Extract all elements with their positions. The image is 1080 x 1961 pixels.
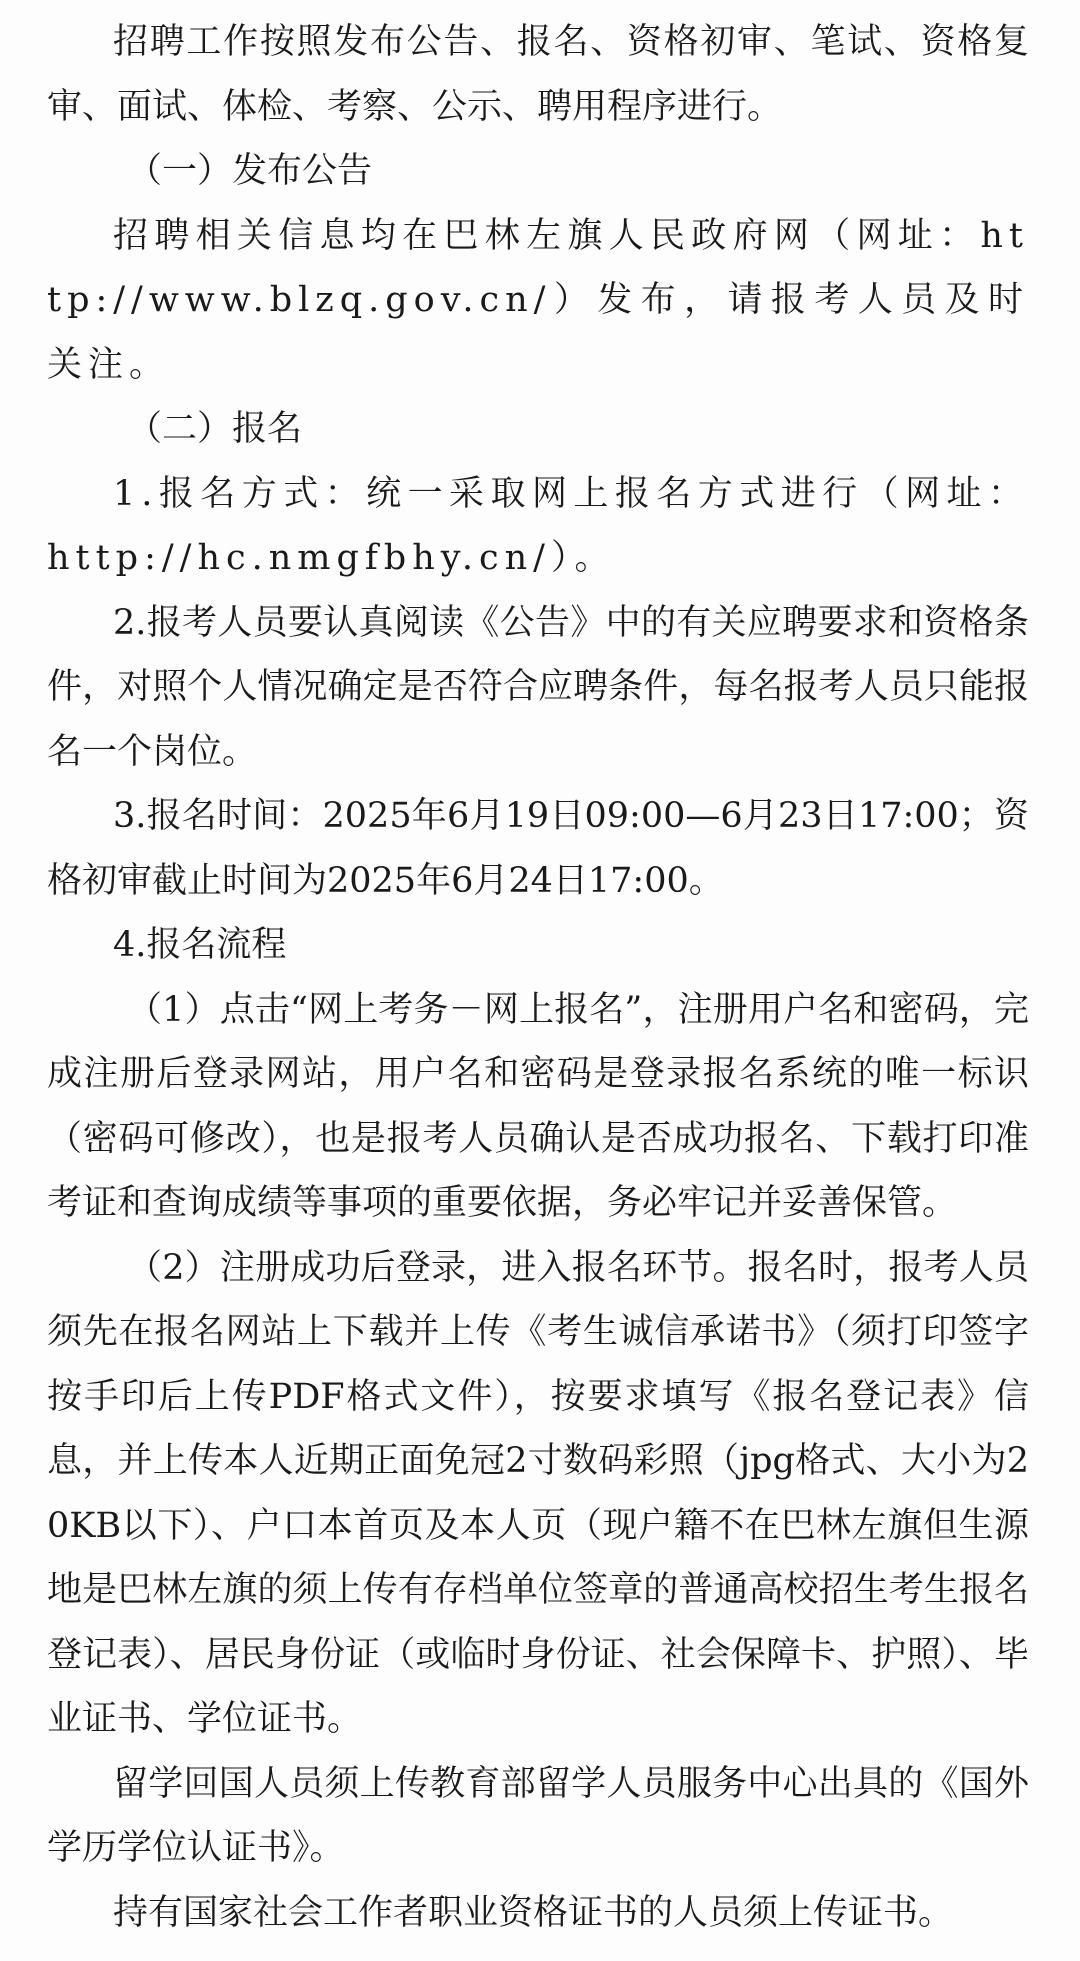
- overseas-returnees-paragraph: 留学回国人员须上传教育部留学人员服务中心出具的《国外学历学位认证书》。: [47, 1763, 1029, 1868]
- process-step-1-paragraph: （1）点击“网上考务－网上报名”，注册用户名和密码，完成注册后登录网站，用户名和密码是登录报名系统的唯一标识（密码可修改），也是报考人员确认是否成功报名、下载打印准考证和查询成绩等事项的重要依据，务必牢记并妥善保管。: [47, 989, 1029, 1223]
- process-step-2-paragraph: （2）注册成功后登录，进入报名环节。报名时，报考人员须先在报名网站上下载并上传《考生诚信承诺书》（须打印签字按手印后上传PDF格式文件），按要求填写《报名登记表》信息，并上传本人近期正面免冠2寸数码彩照（jpg格式、大小为20KB以下）、户口本首页及本人页（现户籍不在巴林左旗但生源地是巴林左旗的须上传有存档单位签章的普通高校招生考生报名登记表）、居民身份证（或临时身份证、社会保障卡、护照）、毕业证书、学位证书。: [47, 1247, 1029, 1739]
- registration-requirements-paragraph: 2.报考人员要认真阅读《公告》中的有关应聘要求和资格条件，对照个人情况确定是否符合应聘条件，每名报考人员只能报名一个岗位。: [47, 602, 1029, 772]
- announcement-paragraph: 招聘相关信息均在巴林左旗人民政府网（网址：http://www.blzq.gov.cn/）发布，请报考人员及时关注。: [47, 215, 1029, 385]
- section-heading-announcement: （一）发布公告: [127, 151, 373, 191]
- social-worker-certificate-paragraph: 持有国家社会工作者职业资格证书的人员须上传证书。: [113, 1892, 954, 1933]
- registration-process-heading: 4.报名流程: [113, 925, 287, 965]
- section-heading-registration: （二）报名: [127, 409, 303, 449]
- intro-paragraph: 招聘工作按照发布公告、报名、资格初审、笔试、资格复审、面试、体检、考察、公示、聘用程序进行。: [47, 22, 1029, 127]
- registration-time-paragraph: 3.报名时间：2025年6月19日09:00—6月23日17:00；资格初审截止时间为2025年6月24日17:00。: [47, 796, 1029, 901]
- registration-method-paragraph: 1.报名方式：统一采取网上报名方式进行（网址：http://hc.nmgfbhy.cn/）。: [47, 473, 1029, 578]
- document-body: [47, 10, 1029, 1945]
